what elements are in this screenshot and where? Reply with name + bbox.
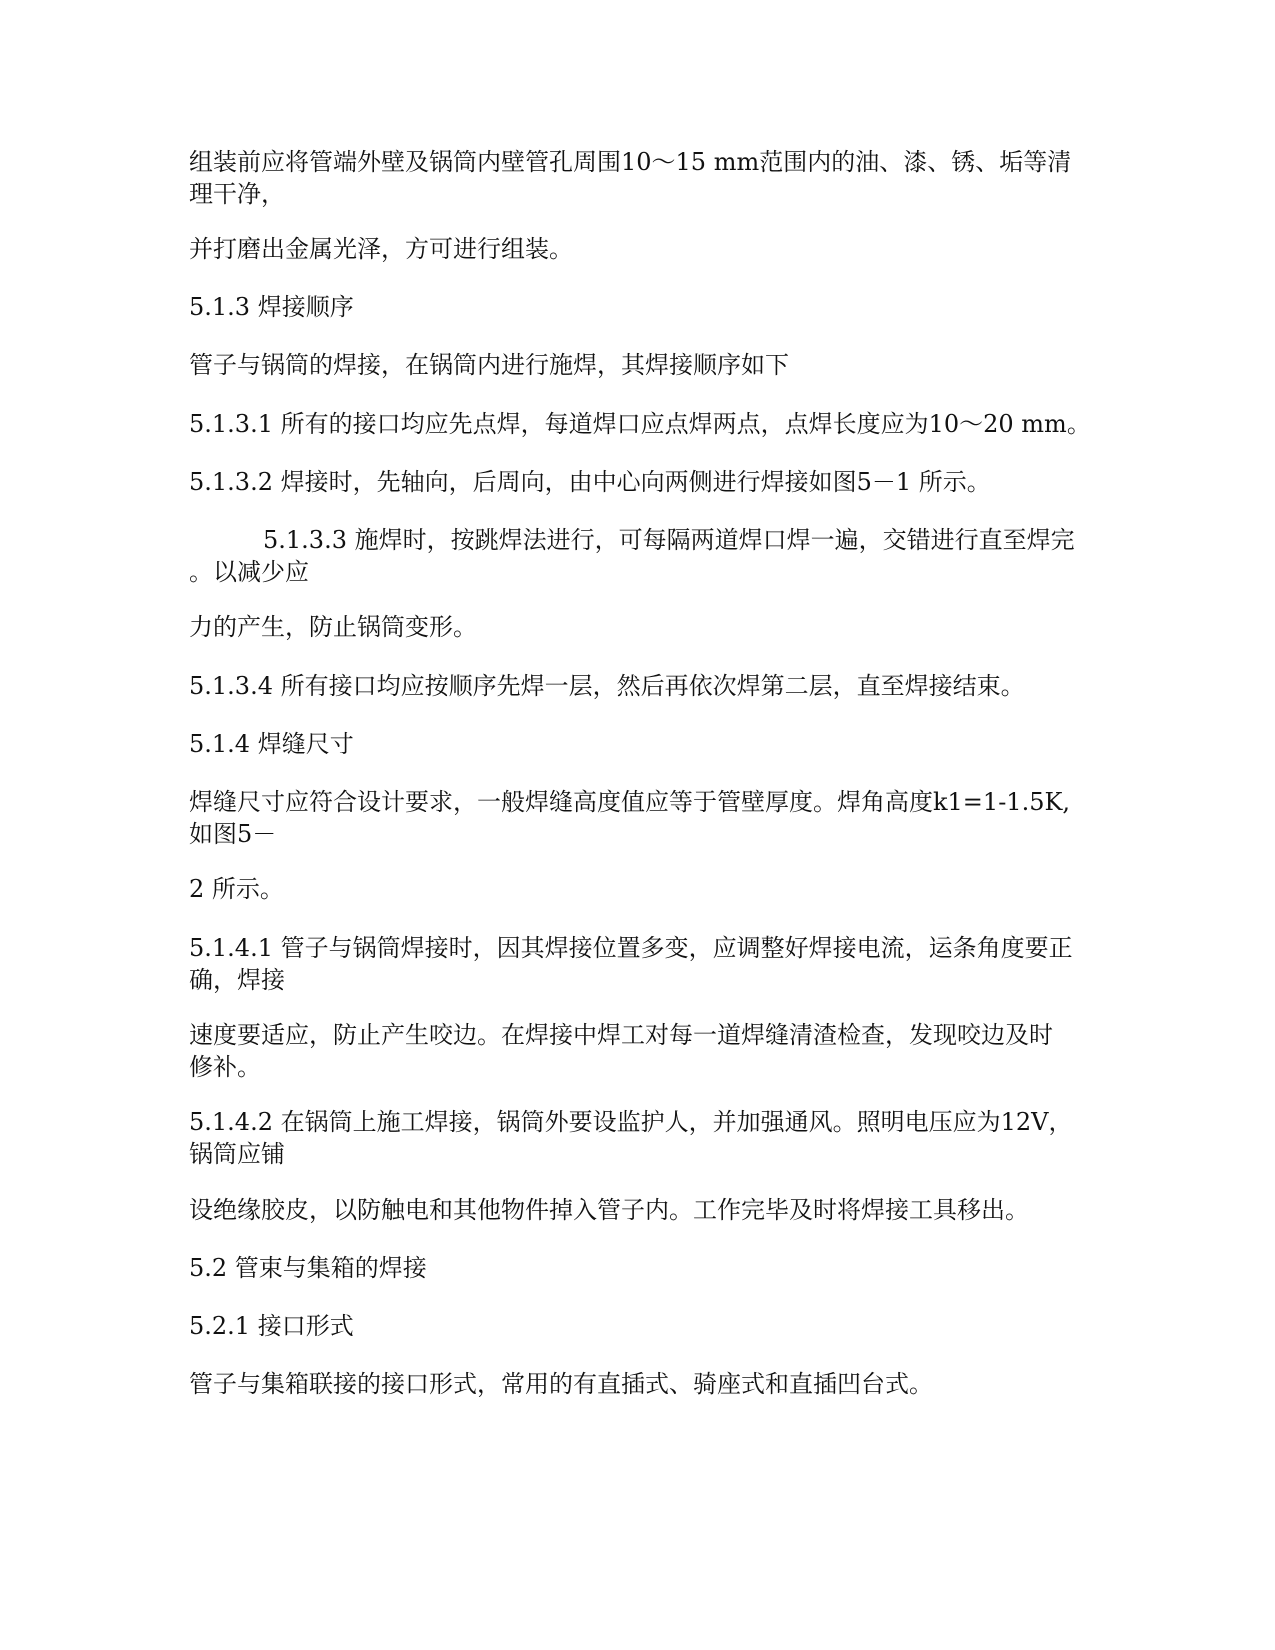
line: 5.1.3.3 施焊时，按跳焊法进行，可每隔两道焊口焊一遍，交错进行直至焊完 <box>263 526 1075 554</box>
paragraph-stress <box>189 611 1099 643</box>
line: 管子与锅筒的焊接，在锅筒内进行施焊，其焊接顺序如下 <box>189 351 789 379</box>
line: 5.1.3.2 焊接时，先轴向，后周向，由中心向两侧进行焊接如图5－1 所示。 <box>189 468 991 496</box>
line: 设绝缘胶皮，以防触电和其他物件掉入管子内。工作完毕及时将焊接工具移出。 <box>189 1196 1029 1224</box>
line: 5.1.4 焊缝尺寸 <box>189 730 354 758</box>
line: 5.2.1 接口形式 <box>189 1312 354 1340</box>
paragraph-5-1-3-3 <box>189 524 1099 588</box>
line: 焊缝尺寸应符合设计要求，一般焊缝高度值应等于管壁厚度。焊角高度k1=1-1.5K, <box>189 788 1071 816</box>
line: 锅筒应铺 <box>189 1140 285 1168</box>
line: 理干净， <box>189 180 285 208</box>
line: 并打磨出金属光泽，方可进行组装。 <box>189 235 573 263</box>
line: 2 所示。 <box>189 875 284 903</box>
line: 确，焊接 <box>189 966 285 994</box>
line: 修补。 <box>189 1053 261 1081</box>
heading-5-1-3 <box>189 291 1099 323</box>
line: 力的产生，防止锅筒变形。 <box>189 613 477 641</box>
paragraph-joint-forms <box>189 1368 1099 1400</box>
line: 5.1.4.2 在锅筒上施工焊接，锅筒外要设监护人，并加强通风。照明电压应为12V， <box>189 1108 1073 1136</box>
paragraph-5-1-3-4 <box>189 670 1099 702</box>
paragraph-assembly-cleaning <box>189 146 1099 210</box>
paragraph-5-1-4-1 <box>189 932 1099 996</box>
line: 速度要适应，防止产生咬边。在焊接中焊工对每一道焊缝清渣检查，发现咬边及时 <box>189 1021 1053 1049</box>
heading-5-2-1 <box>189 1310 1099 1342</box>
line: 5.1.4.1 管子与锅筒焊接时，因其焊接位置多变，应调整好焊接电流，运条角度要正 <box>189 934 1073 962</box>
paragraph-5-1-3-1 <box>189 408 1099 440</box>
line: 5.2 管束与集箱的焊接 <box>189 1254 427 1282</box>
line: 5.1.3.4 所有接口均应按顺序先焊一层，然后再依次焊第二层，直至焊接结束。 <box>189 672 1025 700</box>
paragraph-5-1-3-2 <box>189 466 1099 498</box>
line: 管子与集箱联接的接口形式，常用的有直插式、骑座式和直插凹台式。 <box>189 1370 933 1398</box>
line: 如图5－ <box>189 820 277 848</box>
line: 。以减少应 <box>189 558 309 586</box>
heading-5-2 <box>189 1252 1099 1284</box>
line: 5.1.3 焊接顺序 <box>189 293 354 321</box>
paragraph-insulation <box>189 1194 1099 1226</box>
paragraph-polish <box>189 233 1099 265</box>
heading-5-1-4 <box>189 728 1099 760</box>
line: 组装前应将管端外壁及锅筒内壁管孔周围10～15 mm范围内的油、漆、锈、垢等清 <box>189 148 1072 176</box>
paragraph-speed <box>189 1019 1099 1083</box>
line: 5.1.3.1 所有的接口均应先点焊，每道焊口应点焊两点，点焊长度应为10～20 mm。 <box>189 410 1091 438</box>
paragraph-5-1-4-2 <box>189 1106 1099 1170</box>
paragraph-welding-order-intro <box>189 349 1099 381</box>
paragraph-figure-ref <box>189 873 1099 905</box>
paragraph-weld-size <box>189 786 1099 850</box>
